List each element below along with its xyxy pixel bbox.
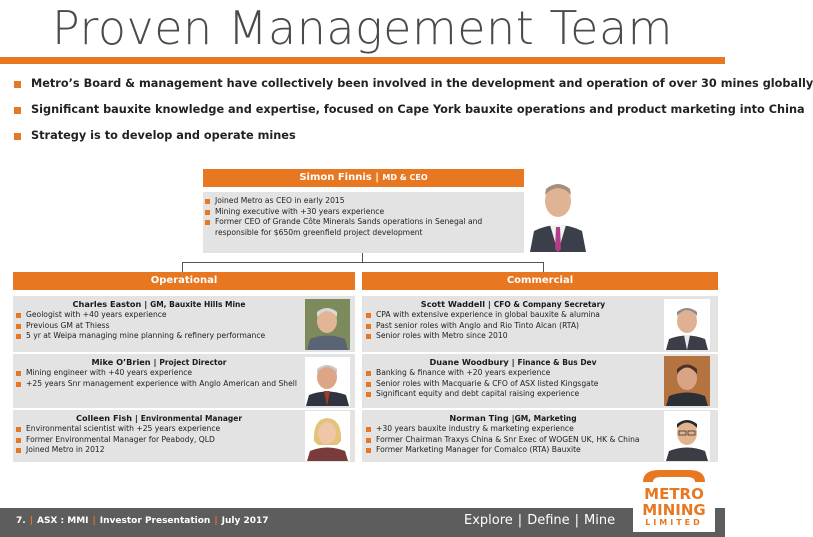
person-point-text: Environmental scientist with +25 years experience (26, 424, 221, 433)
person-card (366, 299, 660, 342)
person-point-text: Mining engineer with +40 years experience (26, 368, 193, 377)
person-point-text: Senior roles with Macquarie & CFO of ASX listed Kingsgate (376, 378, 599, 388)
bullet-square-icon (14, 107, 21, 114)
tagline-word: Mine (584, 513, 616, 528)
ceo-point (205, 196, 523, 207)
person-point (366, 321, 660, 332)
bullet-square-icon (16, 324, 21, 329)
page-number: 7. (16, 516, 26, 526)
connector-line (182, 262, 544, 263)
ceo-name: Simon Finnis (299, 172, 372, 183)
person-name: Mike O’Brien (91, 357, 151, 367)
person-point (366, 310, 660, 321)
intro-bullet-text: Significant bauxite knowledge and expertise, focused on Cape York bauxite operations and product marketing into China (31, 103, 805, 116)
bullet-square-icon (16, 427, 21, 432)
bullet-square-icon (205, 199, 210, 204)
person-point (16, 321, 302, 332)
connector-line (182, 262, 183, 272)
ceo-point (205, 207, 523, 218)
person-role: Project Director (159, 358, 227, 367)
person-point-text: Past senior roles with Anglo and Rio Tinto Alcan (RTA) (376, 320, 580, 330)
footer-doc-title: Investor Presentation (99, 516, 211, 526)
person-card (366, 357, 660, 400)
bullet-square-icon (16, 313, 21, 318)
logo-line-2: MINING (642, 501, 706, 519)
bullet-square-icon (366, 392, 371, 397)
person-point-text: Senior roles with Metro since 2010 (376, 331, 508, 340)
bullet-square-icon (16, 382, 21, 387)
person-point (366, 368, 660, 379)
person-point-text: Geologist with +40 years experience (26, 310, 167, 319)
tagline-word: Explore (464, 513, 513, 528)
person-name: Norman Ting (449, 413, 509, 423)
person-point-text: Banking & finance with +20 years experience (376, 368, 551, 377)
commercial-header: Commercial (362, 272, 718, 290)
person-name-line: Charles Easton | GM, Bauxite Hills Mine (72, 299, 246, 309)
intro-bullets (14, 77, 813, 155)
person-point-text: Significant equity and debt capital raising experience (376, 389, 580, 398)
person-point-text: 5 yr at Weipa managing mine planning & refinery performance (26, 331, 266, 340)
person-point-text: +25 years Snr management experience with Anglo American and Shell (26, 378, 298, 388)
person-role: Environmental Manager (140, 414, 243, 423)
person-name: Colleen Fish (75, 413, 133, 423)
person-point-text: Joined Metro in 2012 (26, 445, 105, 454)
person-photo (305, 299, 350, 350)
bullet-square-icon (14, 133, 21, 140)
person-photo (305, 357, 350, 406)
bullet-square-icon (366, 382, 371, 387)
footer-bar (0, 508, 725, 537)
logo-line-3: LIMITED (645, 518, 703, 527)
ceo-header (203, 169, 524, 187)
person-point (366, 435, 660, 446)
bullet-square-icon (16, 448, 21, 453)
person-name-line: Colleen Fish | Environmental Manager (75, 413, 243, 423)
bullet-square-icon (14, 81, 21, 88)
person-name: Charles Easton (72, 299, 142, 309)
person-point (366, 424, 660, 435)
person-point (16, 435, 302, 446)
person-role: GM, Marketing (514, 414, 577, 423)
footer-date: July 2017 (221, 516, 269, 526)
person-card (366, 413, 660, 456)
ceo-photo (526, 173, 590, 252)
intro-bullet (14, 103, 805, 129)
person-name-line: Norman Ting |GM, Marketing (449, 413, 577, 423)
page-title: Proven Management Team (52, 1, 673, 55)
person-point (16, 379, 302, 390)
bullet-square-icon (16, 438, 21, 443)
person-point (16, 310, 302, 321)
person-name-line: Mike O’Brien | Project Director (91, 357, 227, 367)
person-point (16, 368, 302, 379)
footer-ticker: ASX : MMI (36, 516, 89, 526)
ceo-role: MD & CEO (382, 173, 428, 182)
bullet-square-icon (366, 438, 371, 443)
person-name: Scott Waddell (420, 299, 486, 309)
operational-header: Operational (13, 272, 355, 290)
bullet-square-icon (16, 371, 21, 376)
bullet-square-icon (205, 220, 210, 225)
person-point (366, 445, 660, 456)
ceo-point-text: Former CEO of Grande Côte Minerals Sands operations in Senegal and responsible for $650m greenfield project development (215, 217, 483, 237)
ceo-point (205, 217, 523, 238)
bullet-square-icon (366, 427, 371, 432)
intro-bullet-text: Metro’s Board & management have collectively been involved in the development and operation of over 30 mines globally (31, 77, 813, 90)
connector-line (543, 262, 544, 272)
ceo-point-text: Joined Metro as CEO in early 2015 (215, 196, 345, 205)
person-card (16, 357, 302, 389)
intro-bullet (14, 129, 719, 155)
person-point (366, 331, 660, 342)
person-role: Finance & Bus Dev (517, 358, 597, 367)
footer-tagline: Explore | Define | Mine (464, 513, 616, 528)
person-photo (664, 299, 710, 350)
person-name-line: Scott Waddell | CFO & Company Secretary (420, 299, 606, 309)
ceo-separator: | (375, 172, 379, 183)
footer-info: 7. | ASX : MMI | Investor Presentation | July 2017 (16, 516, 269, 526)
title-bar (0, 0, 725, 63)
bullet-square-icon (366, 313, 371, 318)
person-photo (664, 411, 710, 461)
person-card (16, 299, 302, 342)
person-photo (305, 411, 350, 461)
bullet-square-icon (366, 334, 371, 339)
person-point (16, 331, 302, 342)
person-role: GM, Bauxite Hills Mine (150, 300, 246, 309)
person-point (16, 424, 302, 435)
ceo-points (205, 196, 523, 238)
title-underline (0, 57, 725, 64)
person-card (16, 413, 302, 456)
intro-bullet (14, 77, 813, 103)
person-point-text: Former Chairman Traxys China & Snr Exec of WOGEN UK, HK & China (376, 434, 640, 444)
person-point-text: CPA with extensive experience in global bauxite & alumina (376, 310, 600, 319)
person-name-line: Duane Woodbury | Finance & Bus Dev (429, 357, 597, 367)
bullet-square-icon (205, 210, 210, 215)
person-point (16, 445, 302, 456)
bullet-square-icon (16, 334, 21, 339)
person-point-text: +30 years bauxite industry & marketing experience (376, 424, 574, 433)
tagline-word: Define (527, 513, 570, 528)
person-point (366, 379, 660, 390)
bullet-square-icon (366, 448, 371, 453)
person-photo (664, 356, 710, 406)
ceo-point-text: Mining executive with +30 years experience (215, 206, 385, 216)
person-point-text: Previous GM at Thiess (26, 320, 110, 330)
logo-line-1: METRO (644, 485, 704, 503)
bullet-square-icon (366, 371, 371, 376)
person-point-text: Former Marketing Manager for Comalco (RTA) Bauxite (376, 445, 581, 454)
person-role: CFO & Company Secretary (493, 300, 606, 309)
bullet-square-icon (366, 324, 371, 329)
intro-bullet-text: Strategy is to develop and operate mines (31, 129, 296, 142)
person-point-text: Former Environmental Manager for Peabody, QLD (26, 434, 215, 444)
person-point (366, 389, 660, 400)
person-name: Duane Woodbury (429, 357, 509, 367)
metro-mining-logo (633, 466, 715, 532)
